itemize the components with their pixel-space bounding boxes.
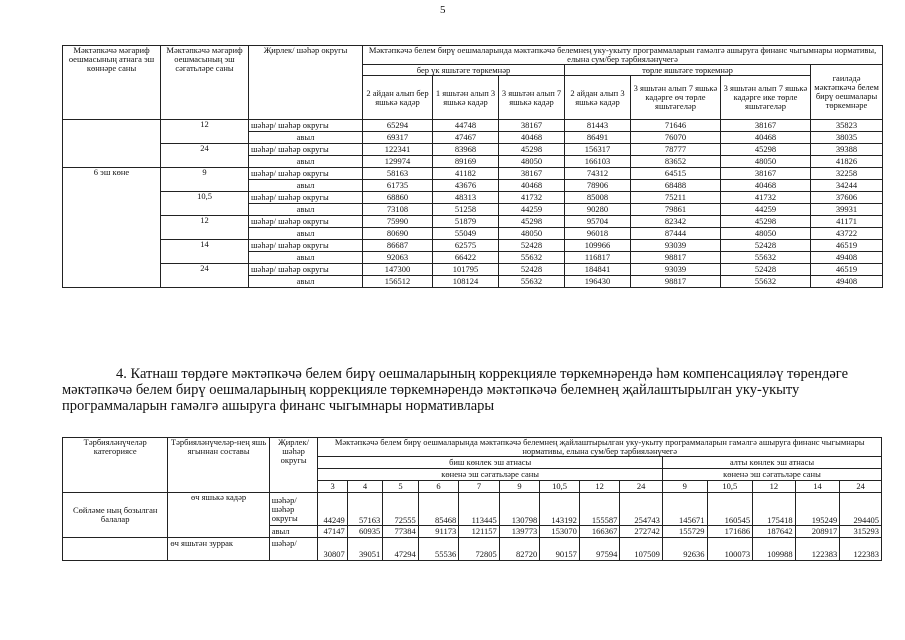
value-cell: 45298 bbox=[721, 216, 811, 228]
value-cell: 41826 bbox=[811, 156, 883, 168]
norms-table-1 bbox=[62, 45, 883, 288]
empty-cell bbox=[662, 538, 707, 550]
page-number: 5 bbox=[440, 4, 446, 16]
value-cell: 71646 bbox=[631, 120, 721, 132]
value-cell: 95704 bbox=[565, 216, 631, 228]
value-cell: 121157 bbox=[459, 526, 500, 538]
empty-cell bbox=[540, 538, 580, 550]
value-cell: 45298 bbox=[499, 216, 565, 228]
value-cell: 51879 bbox=[433, 216, 499, 228]
value-cell: 48050 bbox=[499, 156, 565, 168]
category-cell-empty bbox=[63, 538, 168, 550]
value-cell: 294405 bbox=[840, 493, 882, 526]
value-cell: 65294 bbox=[363, 120, 433, 132]
value-cell: 315293 bbox=[840, 526, 882, 538]
value-cell: 97594 bbox=[579, 549, 620, 561]
value-cell: 44259 bbox=[499, 204, 565, 216]
value-cell: 175418 bbox=[753, 493, 796, 526]
empty-cell bbox=[418, 538, 459, 550]
header-hours-6: көненә эш сәгатьләре саны bbox=[662, 469, 881, 481]
value-cell: 43676 bbox=[433, 180, 499, 192]
hours-cell: 14 bbox=[161, 240, 249, 264]
empty-cell bbox=[168, 549, 269, 561]
value-cell: 171686 bbox=[707, 526, 753, 538]
hours-header: 10,5 bbox=[540, 481, 580, 493]
value-cell: 107509 bbox=[620, 549, 663, 561]
header-main: Мәктәпкәчә белем бирү оешмаларында мәктәпкәчә белемнең уку-укыту программаларын гамәлгә ашыруга финанс чыгымнары нормативы, елына сум/бер тәрбияләнүчегә bbox=[363, 46, 883, 65]
header-family-groups: гаиләдә мәктәпкәчә белем бирү оешмалары төркемнәре bbox=[811, 65, 883, 120]
value-cell: 80690 bbox=[363, 228, 433, 240]
value-cell: 57163 bbox=[347, 493, 382, 526]
value-cell: 89169 bbox=[433, 156, 499, 168]
value-cell: 91173 bbox=[418, 526, 459, 538]
value-cell: 254743 bbox=[620, 493, 663, 526]
value-cell: 45298 bbox=[499, 144, 565, 156]
value-cell: 45298 bbox=[721, 144, 811, 156]
value-cell: 116817 bbox=[565, 252, 631, 264]
hours-header: 24 bbox=[840, 481, 882, 493]
settlement-cell: авыл bbox=[249, 204, 363, 216]
hours-header: 9 bbox=[499, 481, 540, 493]
value-cell: 39931 bbox=[811, 204, 883, 216]
hours-header: 12 bbox=[579, 481, 620, 493]
header-hours-5: көненә эш сәгатьләре саны bbox=[318, 469, 663, 481]
value-cell: 83968 bbox=[433, 144, 499, 156]
value-cell: 155729 bbox=[662, 526, 707, 538]
section-4-heading bbox=[62, 366, 884, 414]
hours-header: 10,5 bbox=[707, 481, 753, 493]
value-cell: 166103 bbox=[565, 156, 631, 168]
hours-cell: 10,5 bbox=[161, 192, 249, 216]
age-cell: өч яшьтән зуррак bbox=[168, 538, 269, 550]
settlement-cell: шәһәр/ шәһәр округы bbox=[269, 493, 318, 526]
value-cell: 85468 bbox=[418, 493, 459, 526]
value-cell: 34244 bbox=[811, 180, 883, 192]
header-main: Мәктәпкәчә белем бирү оешмаларында мәктәпкәчә белемнең җайлаштырылган уку-укыту программаларын гамәлгә ашыруга финанс чыгымнары нормативы, елына сум/бер тәрбияләнүчегә bbox=[318, 438, 882, 457]
value-cell: 92063 bbox=[363, 252, 433, 264]
value-cell: 86491 bbox=[565, 132, 631, 144]
value-cell: 272742 bbox=[620, 526, 663, 538]
value-cell: 79861 bbox=[631, 204, 721, 216]
value-cell: 40468 bbox=[721, 132, 811, 144]
value-cell: 44259 bbox=[721, 204, 811, 216]
value-cell: 92636 bbox=[662, 549, 707, 561]
value-cell: 187642 bbox=[753, 526, 796, 538]
value-cell: 41732 bbox=[721, 192, 811, 204]
sub-header: 2 айдан алып бер яшькә кадәр bbox=[363, 76, 433, 120]
value-cell: 184841 bbox=[565, 264, 631, 276]
settlement-cell: авыл bbox=[249, 156, 363, 168]
value-cell: 58163 bbox=[363, 168, 433, 180]
settlement-cell: авыл bbox=[249, 228, 363, 240]
value-cell: 166367 bbox=[579, 526, 620, 538]
value-cell: 156317 bbox=[565, 144, 631, 156]
hours-cell: 12 bbox=[161, 120, 249, 144]
value-cell: 47147 bbox=[318, 526, 347, 538]
value-cell: 61735 bbox=[363, 180, 433, 192]
settlement-cell: шәһәр/ шәһәр округы bbox=[249, 144, 363, 156]
days-cell-empty bbox=[63, 120, 161, 168]
settlement-cell: шәһәр/ bbox=[269, 538, 318, 550]
value-cell: 78777 bbox=[631, 144, 721, 156]
value-cell: 83652 bbox=[631, 156, 721, 168]
value-cell: 208917 bbox=[795, 526, 840, 538]
value-cell: 76070 bbox=[631, 132, 721, 144]
value-cell: 52428 bbox=[721, 264, 811, 276]
settlement-cell: шәһәр/ шәһәр округы bbox=[249, 240, 363, 252]
value-cell: 160545 bbox=[707, 493, 753, 526]
value-cell: 38167 bbox=[499, 168, 565, 180]
settlement-cell: шәһәр/ шәһәр округы bbox=[249, 120, 363, 132]
header-settlement: Җирлек/ шәһәр округы bbox=[269, 438, 318, 493]
value-cell: 72555 bbox=[383, 493, 418, 526]
value-cell: 60935 bbox=[347, 526, 382, 538]
value-cell: 87444 bbox=[631, 228, 721, 240]
empty-cell bbox=[795, 538, 840, 550]
value-cell: 55632 bbox=[721, 276, 811, 288]
value-cell: 143192 bbox=[540, 493, 580, 526]
value-cell: 139773 bbox=[499, 526, 540, 538]
empty-cell bbox=[579, 538, 620, 550]
value-cell: 46519 bbox=[811, 240, 883, 252]
value-cell: 90157 bbox=[540, 549, 580, 561]
table-row bbox=[63, 216, 883, 228]
value-cell: 129974 bbox=[363, 156, 433, 168]
sub-header: 1 яшьтән алып 3 яшькә кадәр bbox=[433, 76, 499, 120]
hours-cell: 24 bbox=[161, 264, 249, 288]
value-cell: 38167 bbox=[721, 168, 811, 180]
hours-header: 4 bbox=[347, 481, 382, 493]
empty-cell bbox=[620, 538, 663, 550]
value-cell: 48050 bbox=[721, 228, 811, 240]
hours-cell: 24 bbox=[161, 144, 249, 168]
value-cell: 93039 bbox=[631, 264, 721, 276]
value-cell: 38167 bbox=[721, 120, 811, 132]
value-cell: 130798 bbox=[499, 493, 540, 526]
heading-line: мәктәпкәчә белем бирү оешмаларының коррекцияле төркемнәрендә мәктәпкәчә белемнең җайлаштырылган уку-укыту bbox=[62, 382, 800, 398]
value-cell: 39388 bbox=[811, 144, 883, 156]
norms-table-2 bbox=[62, 437, 882, 561]
value-cell: 98817 bbox=[631, 252, 721, 264]
value-cell: 41732 bbox=[499, 192, 565, 204]
heading-line: программаларын гамәлгә ашыруга финанс чыгымнары нормативлары bbox=[62, 398, 495, 414]
category-cell: Сөйләме ның бозылган балалар bbox=[63, 493, 168, 538]
value-cell: 77384 bbox=[383, 526, 418, 538]
settlement-cell: авыл bbox=[249, 276, 363, 288]
value-cell: 49408 bbox=[811, 252, 883, 264]
value-cell: 81443 bbox=[565, 120, 631, 132]
empty-cell bbox=[707, 538, 753, 550]
sub-header: 3 яшьтән алып 7 яшькә кадәр bbox=[499, 76, 565, 120]
settlement-cell: авыл bbox=[249, 180, 363, 192]
value-cell: 55049 bbox=[433, 228, 499, 240]
value-cell: 195249 bbox=[795, 493, 840, 526]
empty-cell bbox=[63, 549, 168, 561]
value-cell: 30807 bbox=[318, 549, 347, 561]
value-cell: 101795 bbox=[433, 264, 499, 276]
value-cell: 35823 bbox=[811, 120, 883, 132]
value-cell: 62575 bbox=[433, 240, 499, 252]
value-cell: 100073 bbox=[707, 549, 753, 561]
settlement-cell: авыл bbox=[249, 252, 363, 264]
hours-header: 7 bbox=[459, 481, 500, 493]
value-cell: 48313 bbox=[433, 192, 499, 204]
value-cell: 155587 bbox=[579, 493, 620, 526]
value-cell: 52428 bbox=[499, 264, 565, 276]
value-cell: 86687 bbox=[363, 240, 433, 252]
value-cell: 52428 bbox=[721, 240, 811, 252]
empty-cell bbox=[318, 538, 347, 550]
sub-header: 3 яшьтән алып 7 яшькә кадәрге ике төрле яшьтәгеләр bbox=[721, 76, 811, 120]
header-five-day-week: биш көнлек эш атнасы bbox=[318, 457, 663, 469]
value-cell: 82342 bbox=[631, 216, 721, 228]
value-cell: 47294 bbox=[383, 549, 418, 561]
header-days: Мәктәпкәчә мәгариф оешмасының атнага эш көннәре саны bbox=[63, 46, 161, 120]
value-cell: 40468 bbox=[721, 180, 811, 192]
settlement-cell: шәһәр/ шәһәр округы bbox=[249, 216, 363, 228]
value-cell: 74312 bbox=[565, 168, 631, 180]
table-row bbox=[63, 144, 883, 156]
hours-cell: 9 bbox=[161, 168, 249, 192]
value-cell: 55632 bbox=[721, 252, 811, 264]
value-cell: 147300 bbox=[363, 264, 433, 276]
value-cell: 40468 bbox=[499, 180, 565, 192]
settlement-cell: шәһәр/ шәһәр округы bbox=[249, 264, 363, 276]
hours-header: 3 bbox=[318, 481, 347, 493]
sub-header: 2 айдан алып 3 яшькә кадәр bbox=[565, 76, 631, 120]
value-cell: 75211 bbox=[631, 192, 721, 204]
value-cell: 52428 bbox=[499, 240, 565, 252]
value-cell: 64515 bbox=[631, 168, 721, 180]
value-cell: 37606 bbox=[811, 192, 883, 204]
value-cell: 44748 bbox=[433, 120, 499, 132]
value-cell: 122383 bbox=[840, 549, 882, 561]
value-cell: 156512 bbox=[363, 276, 433, 288]
value-cell: 145671 bbox=[662, 493, 707, 526]
table-row bbox=[63, 192, 883, 204]
table-row bbox=[63, 120, 883, 132]
value-cell: 43722 bbox=[811, 228, 883, 240]
value-cell: 68860 bbox=[363, 192, 433, 204]
hours-header: 6 bbox=[418, 481, 459, 493]
settlement-cell: шәһәр/ шәһәр округы bbox=[249, 192, 363, 204]
empty-cell bbox=[383, 538, 418, 550]
value-cell: 113445 bbox=[459, 493, 500, 526]
value-cell: 109988 bbox=[753, 549, 796, 561]
value-cell: 38035 bbox=[811, 132, 883, 144]
value-cell: 46519 bbox=[811, 264, 883, 276]
hours-header: 12 bbox=[753, 481, 796, 493]
hours-header: 24 bbox=[620, 481, 663, 493]
heading-line: 4. Катнаш төрдәге мәктәпкәчә белем бирү оешмаларының коррекцияле төркемнәрендә һәм компенсацияләү төрендәге bbox=[116, 366, 849, 382]
value-cell: 32258 bbox=[811, 168, 883, 180]
value-cell: 75990 bbox=[363, 216, 433, 228]
value-cell: 122383 bbox=[795, 549, 840, 561]
value-cell: 78906 bbox=[565, 180, 631, 192]
value-cell: 196430 bbox=[565, 276, 631, 288]
value-cell: 47467 bbox=[433, 132, 499, 144]
header-age: Тәрбияләнүчеләр-нең яшь ягыннан составы bbox=[168, 438, 269, 493]
value-cell: 48050 bbox=[499, 228, 565, 240]
value-cell: 72805 bbox=[459, 549, 500, 561]
value-cell: 109966 bbox=[565, 240, 631, 252]
hours-cell: 12 bbox=[161, 216, 249, 240]
empty-cell bbox=[269, 549, 318, 561]
value-cell: 48050 bbox=[721, 156, 811, 168]
value-cell: 96018 bbox=[565, 228, 631, 240]
table-row bbox=[63, 264, 883, 276]
value-cell: 122341 bbox=[363, 144, 433, 156]
value-cell: 69317 bbox=[363, 132, 433, 144]
value-cell: 93039 bbox=[631, 240, 721, 252]
value-cell: 49408 bbox=[811, 276, 883, 288]
value-cell: 55536 bbox=[418, 549, 459, 561]
value-cell: 55632 bbox=[499, 252, 565, 264]
empty-cell bbox=[840, 538, 882, 550]
value-cell: 153070 bbox=[540, 526, 580, 538]
value-cell: 68488 bbox=[631, 180, 721, 192]
header-same-age: бер үк яшьтәге төркемнәр bbox=[363, 65, 565, 76]
value-cell: 41182 bbox=[433, 168, 499, 180]
table-row bbox=[63, 240, 883, 252]
value-cell: 51258 bbox=[433, 204, 499, 216]
value-cell: 82720 bbox=[499, 549, 540, 561]
value-cell: 73108 bbox=[363, 204, 433, 216]
sub-header: 3 яшьтән алып 7 яшькә кадәрге өч төрле яшьтәгеләр bbox=[631, 76, 721, 120]
header-settlement: Җирлек/ шәһәр округы bbox=[249, 46, 363, 120]
header-mixed-age: төрле яшьтәге төркемнәр bbox=[565, 65, 811, 76]
header-category: Тәрбияләнүчеләр категориясе bbox=[63, 438, 168, 493]
hours-header: 14 bbox=[795, 481, 840, 493]
value-cell: 40468 bbox=[499, 132, 565, 144]
value-cell: 38167 bbox=[499, 120, 565, 132]
empty-cell bbox=[753, 538, 796, 550]
value-cell: 66422 bbox=[433, 252, 499, 264]
empty-cell bbox=[459, 538, 500, 550]
header-hours: Мәктәпкәчә мәгариф оешмасының эш сәгатьләре саны bbox=[161, 46, 249, 120]
table-row bbox=[63, 168, 883, 180]
value-cell: 41171 bbox=[811, 216, 883, 228]
value-cell: 98817 bbox=[631, 276, 721, 288]
value-cell: 55632 bbox=[499, 276, 565, 288]
value-cell: 90280 bbox=[565, 204, 631, 216]
settlement-cell: шәһәр/ шәһәр округы bbox=[249, 168, 363, 180]
value-cell: 108124 bbox=[433, 276, 499, 288]
settlement-cell: авыл bbox=[269, 526, 318, 538]
days-cell: 6 эш көне bbox=[63, 168, 161, 288]
header-six-day-week: алты көнлек эш атнасы bbox=[662, 457, 881, 469]
value-cell: 44249 bbox=[318, 493, 347, 526]
settlement-cell: авыл bbox=[249, 132, 363, 144]
hours-header: 5 bbox=[383, 481, 418, 493]
empty-cell bbox=[499, 538, 540, 550]
value-cell: 39051 bbox=[347, 549, 382, 561]
empty-cell bbox=[347, 538, 382, 550]
value-cell: 85008 bbox=[565, 192, 631, 204]
age-cell: өч яшькә кадәр bbox=[168, 493, 269, 538]
hours-header: 9 bbox=[662, 481, 707, 493]
